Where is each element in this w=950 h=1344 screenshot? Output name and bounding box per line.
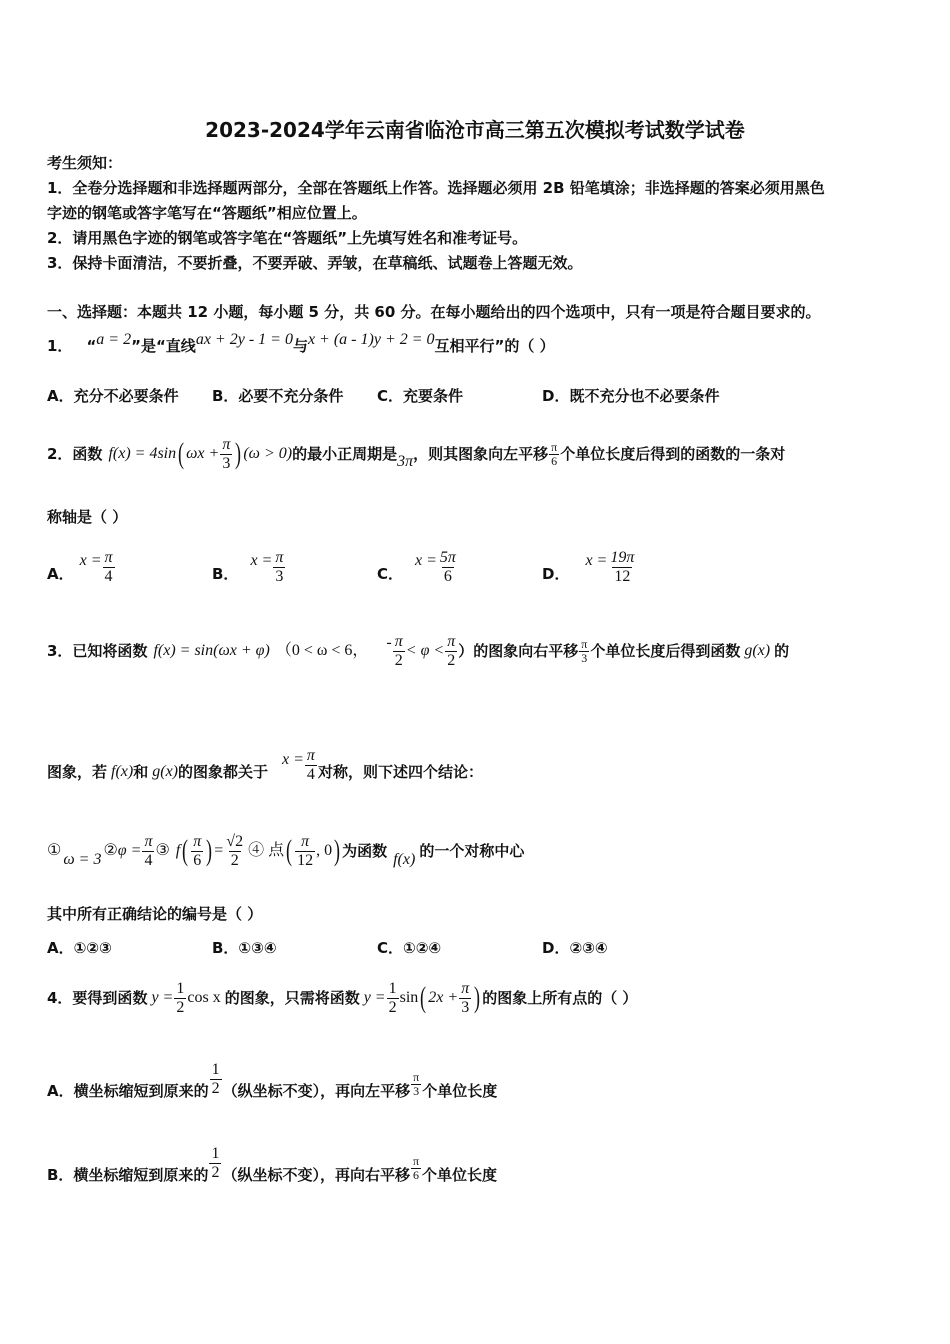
math-sin: sin	[399, 989, 419, 1006]
math-y-eq: y =	[151, 989, 174, 1006]
fraction-pi-2: $\frac{\pi}{2}$	[394, 632, 403, 669]
math-period: 3π	[397, 453, 414, 470]
math-gx: g(x)	[152, 763, 178, 780]
question-2	[47, 428, 785, 480]
notice-line-2: 2．请用黑色字迹的钢笔或答字笔在“答题纸”上先填写姓名和准考证号。	[47, 229, 528, 247]
fraction-pi-3: $\frac{\pi}{3}$	[461, 979, 470, 1016]
text-segment: 的一个对称中心	[419, 842, 525, 860]
math-cosx: cos x	[187, 989, 221, 1006]
notice-line-1b: 字迹的钢笔或答字笔写在“答题纸”相应位置上。	[47, 204, 367, 222]
text-segment: 的图象都关于	[178, 763, 269, 781]
q1-option-d[interactable]: D．既不充分也不必要条件	[542, 387, 720, 405]
paren-close: )	[206, 834, 213, 867]
math-fx: f(x) = 4sin	[108, 445, 177, 462]
text-segment: 的图象上所有点的（ ）	[482, 989, 638, 1007]
math-phi-range: < φ <	[405, 642, 445, 659]
math-eq: =	[214, 842, 224, 859]
question-number: 4．要得到函数	[47, 989, 148, 1007]
fraction-pi-6: $\frac{\pi}{6}$	[193, 832, 202, 869]
math-f: f	[175, 842, 181, 859]
q1-option-b[interactable]: B．必要不充分条件	[212, 387, 344, 405]
paren-close: )	[235, 437, 242, 470]
question-1	[47, 328, 555, 364]
conclusion-4-mark: ④ 点	[248, 842, 285, 859]
fraction-1-2: $\frac{1}{2}$	[388, 979, 397, 1016]
conclusion-1-mark: ①	[47, 842, 62, 859]
text-segment: ，则其图象向左平移	[413, 445, 549, 463]
math-a-eq-2: a = 2	[96, 331, 132, 348]
notice-heading: 考生须知：	[47, 154, 123, 172]
q1-option-c[interactable]: C．充要条件	[377, 387, 464, 405]
math-inner: ωx +	[186, 445, 220, 462]
paren-open: (	[182, 834, 189, 867]
fraction-sqrt2-2: $\frac{√2}{2}$	[226, 832, 244, 869]
paren-close: )	[334, 834, 341, 867]
fraction-1-2: $\frac{1}{2}$	[176, 979, 185, 1016]
q3-line-2	[47, 740, 483, 786]
math-fx: f(x)	[111, 763, 134, 780]
question-3	[47, 628, 789, 674]
text-segment: 的最小正周期是	[292, 445, 398, 463]
text-segment: ）的图象向右平移	[458, 642, 579, 660]
math-phi-eq: φ =	[117, 842, 142, 859]
math-omega-3: ω = 3	[63, 851, 102, 868]
q4-option-b[interactable]: B．横坐标缩短到原来的 $\frac{1}{2}$ （纵坐标不变），再向右平移 $\frac{\pi}{6}$ 个单位长度	[47, 1144, 498, 1184]
q1-option-a[interactable]: A．充分不必要条件	[47, 387, 179, 405]
q4-option-a[interactable]: A．横坐标缩短到原来的 $\frac{1}{2}$ （纵坐标不变），再向左平移 $\frac{\pi}{3}$ 个单位长度	[47, 1060, 498, 1100]
q3-option-b[interactable]: B．①③④	[212, 939, 277, 957]
notice-line-1a: 1．全卷分选择题和非选择题两部分，全部在答题纸上作答。选择题必须用 2B 铅笔填涂；非选择题的答案必须用黑色	[47, 179, 825, 197]
q3-option-a[interactable]: A．①②③	[47, 939, 112, 957]
q3-prompt: 其中所有正确结论的编号是（ ）	[47, 905, 263, 923]
question-4	[47, 972, 637, 1024]
question-number: 1．	[47, 337, 73, 355]
fraction-pi-3: $\frac{\pi}{3}$	[581, 636, 588, 665]
page-title: 2023-2024学年云南省临沧市高三第五次模拟考试数学试卷	[205, 118, 745, 142]
text-segment: 的图象，只需将函数	[224, 989, 360, 1007]
text-segment: 的	[774, 642, 790, 660]
q3-option-c[interactable]: C．①②④	[377, 939, 442, 957]
math-condition: (ω > 0)	[243, 445, 293, 462]
math-comma-zero: , 0	[316, 842, 333, 859]
question-number: 2．函数	[47, 445, 103, 463]
question-number: 3．已知将函数	[47, 642, 148, 660]
paren-open: (	[286, 834, 293, 867]
text-segment: 图象，若	[47, 763, 108, 781]
quote-open: “	[86, 337, 97, 355]
text-segment: 为函数	[342, 842, 388, 860]
notice-line-3: 3．保持卡面清洁，不要折叠，不要弄破、弄皱，在草稿纸、试题卷上答题无效。	[47, 254, 583, 272]
text-segment: 个单位长度后得到的函数的一条对	[560, 445, 786, 463]
text-segment: 个单位长度后得到函数	[590, 642, 741, 660]
text-segment: ”是“直线	[131, 337, 196, 355]
math-y-eq: y =	[363, 989, 386, 1006]
q2-option-d[interactable]: D． x = $\frac{19\pi}{12}$	[542, 548, 635, 585]
fraction-pi-4: $\frac{\pi}{4}$	[306, 746, 315, 783]
fraction-pi-3: $\frac{\pi}{3}$	[222, 435, 231, 472]
text-segment: 互相平行”的（ ）	[434, 337, 555, 355]
paren-close: )	[474, 981, 481, 1014]
fraction-pi-2: $\frac{\pi}{2}$	[447, 632, 456, 669]
q2-option-b[interactable]: B． x = $\frac{\pi}{3}$	[212, 548, 284, 585]
conclusion-2-mark: ②	[103, 842, 118, 859]
math-x-eq: x =	[282, 751, 304, 768]
math-line-1: ax + 2y - 1 = 0	[195, 331, 293, 348]
conclusion-3-mark: ③	[155, 842, 170, 859]
section-heading: 一、选择题：本题共 12 小题，每小题 5 分，共 60 分。在每小题给出的四个选项中，只有一项是符合题目要求的。	[47, 303, 821, 321]
text-segment: 和	[133, 763, 149, 781]
math-line-2: x + (a - 1)y + 2 = 0	[307, 331, 435, 348]
math-condition: （0 < ω < 6，	[275, 642, 369, 659]
fraction-pi-4: $\frac{\pi}{4}$	[144, 832, 153, 869]
q3-conclusions	[47, 825, 524, 877]
paren-open: (	[178, 437, 185, 470]
math-inner: 2x +	[428, 989, 459, 1006]
q2-continuation: 称轴是（ ）	[47, 508, 128, 526]
fraction-pi-6: $\frac{\pi}{6}$	[551, 439, 558, 468]
text-segment: 对称，则下述四个结论：	[317, 763, 483, 781]
fraction-pi-12: $\frac{\pi}{12}$	[297, 832, 314, 869]
math-fx: f(x)	[393, 851, 416, 868]
q2-option-a[interactable]: A． x = $\frac{\pi}{4}$	[47, 548, 113, 585]
q2-option-c[interactable]: C． x = $\frac{5\pi}{6}$	[377, 548, 456, 585]
paren-open: (	[420, 981, 427, 1014]
minus-sign: -	[386, 634, 392, 651]
q3-option-d[interactable]: D．②③④	[542, 939, 608, 957]
text-segment: 与	[292, 337, 308, 355]
math-gx: g(x)	[744, 642, 771, 659]
math-fx: f(x) = sin(ωx + φ)	[153, 642, 270, 659]
